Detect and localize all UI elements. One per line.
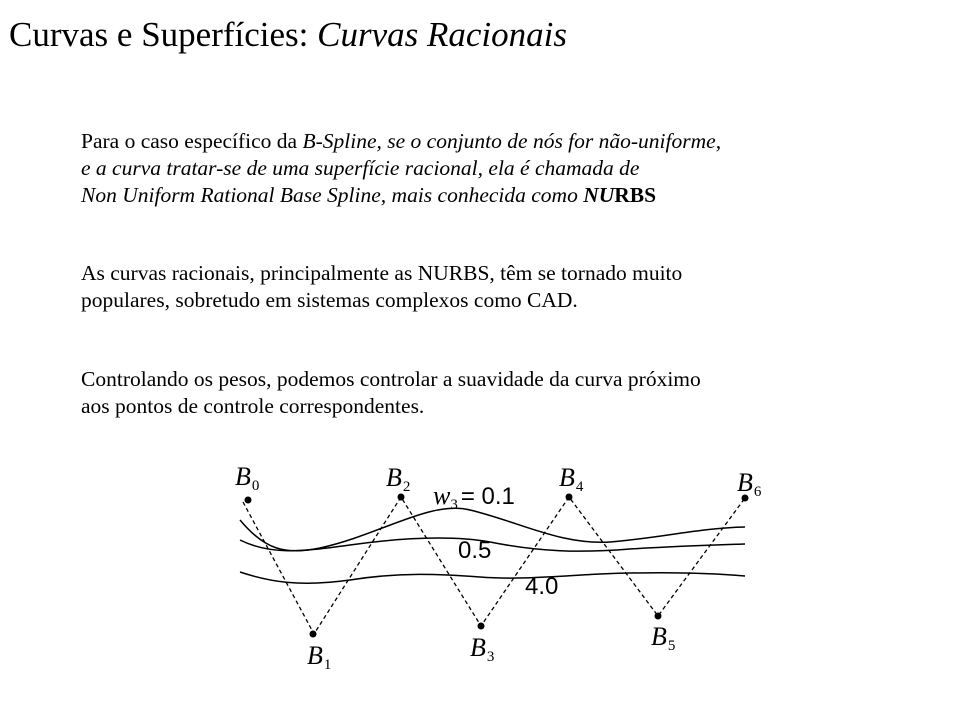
slide-title-italic: Curvas Racionais [317,15,567,54]
control-polygon [243,497,745,634]
paragraph3-line1: Controlando os pesos, podemos controlar a suavidade da curva próximo [81,367,701,391]
point-label-b0: B0 [235,462,260,494]
paragraph2-line1: As curvas racionais, principalmente as NURBS, têm se tornado muito [81,261,683,285]
control-point-dot [655,613,662,620]
paragraph2-line2: populares, sobretudo em sistemas complexos como CAD. [81,288,578,312]
paragraph1-line1-a: Para o caso específico da [81,129,303,153]
slide-title-main: Curvas e Superfícies: [9,15,318,54]
point-label-b5: B5 [651,622,676,654]
point-label-b1: B1 [307,641,332,673]
control-point-dot [566,494,573,501]
paragraph1-line2: e a curva tratar-se de uma superfície racional, ela é chamada de [81,156,640,180]
paragraph1-line3-c: RBS [614,183,657,207]
curve-weight-4-0 [240,572,745,583]
curve-weight-0-1 [240,508,745,551]
weight-label-0-5: 0.5 [458,537,492,564]
paragraph1-line3-b: NU [583,183,615,207]
curve-weight-0-5 [240,538,745,551]
point-label-b2: B2 [386,463,411,495]
paragraph3-line2: aos pontos de controle correspondentes. [81,394,425,418]
control-point-dot [245,497,252,504]
paragraph1-line1-b: B-Spline, se o conjunto de nós for não-uniforme, [302,129,722,153]
control-point-dot [478,623,485,630]
point-label-b4: B4 [559,463,584,495]
point-label-b3: B3 [470,633,495,665]
paragraph1-line3-a: Non Uniform Rational Base Spline, mais conhecida como [81,183,584,207]
weight-label-4-0: 4.0 [525,573,559,600]
point-label-b6: B6 [737,468,762,500]
control-point-dot [310,631,317,638]
weight-label-0-1: w3 = 0.1 [433,481,515,513]
